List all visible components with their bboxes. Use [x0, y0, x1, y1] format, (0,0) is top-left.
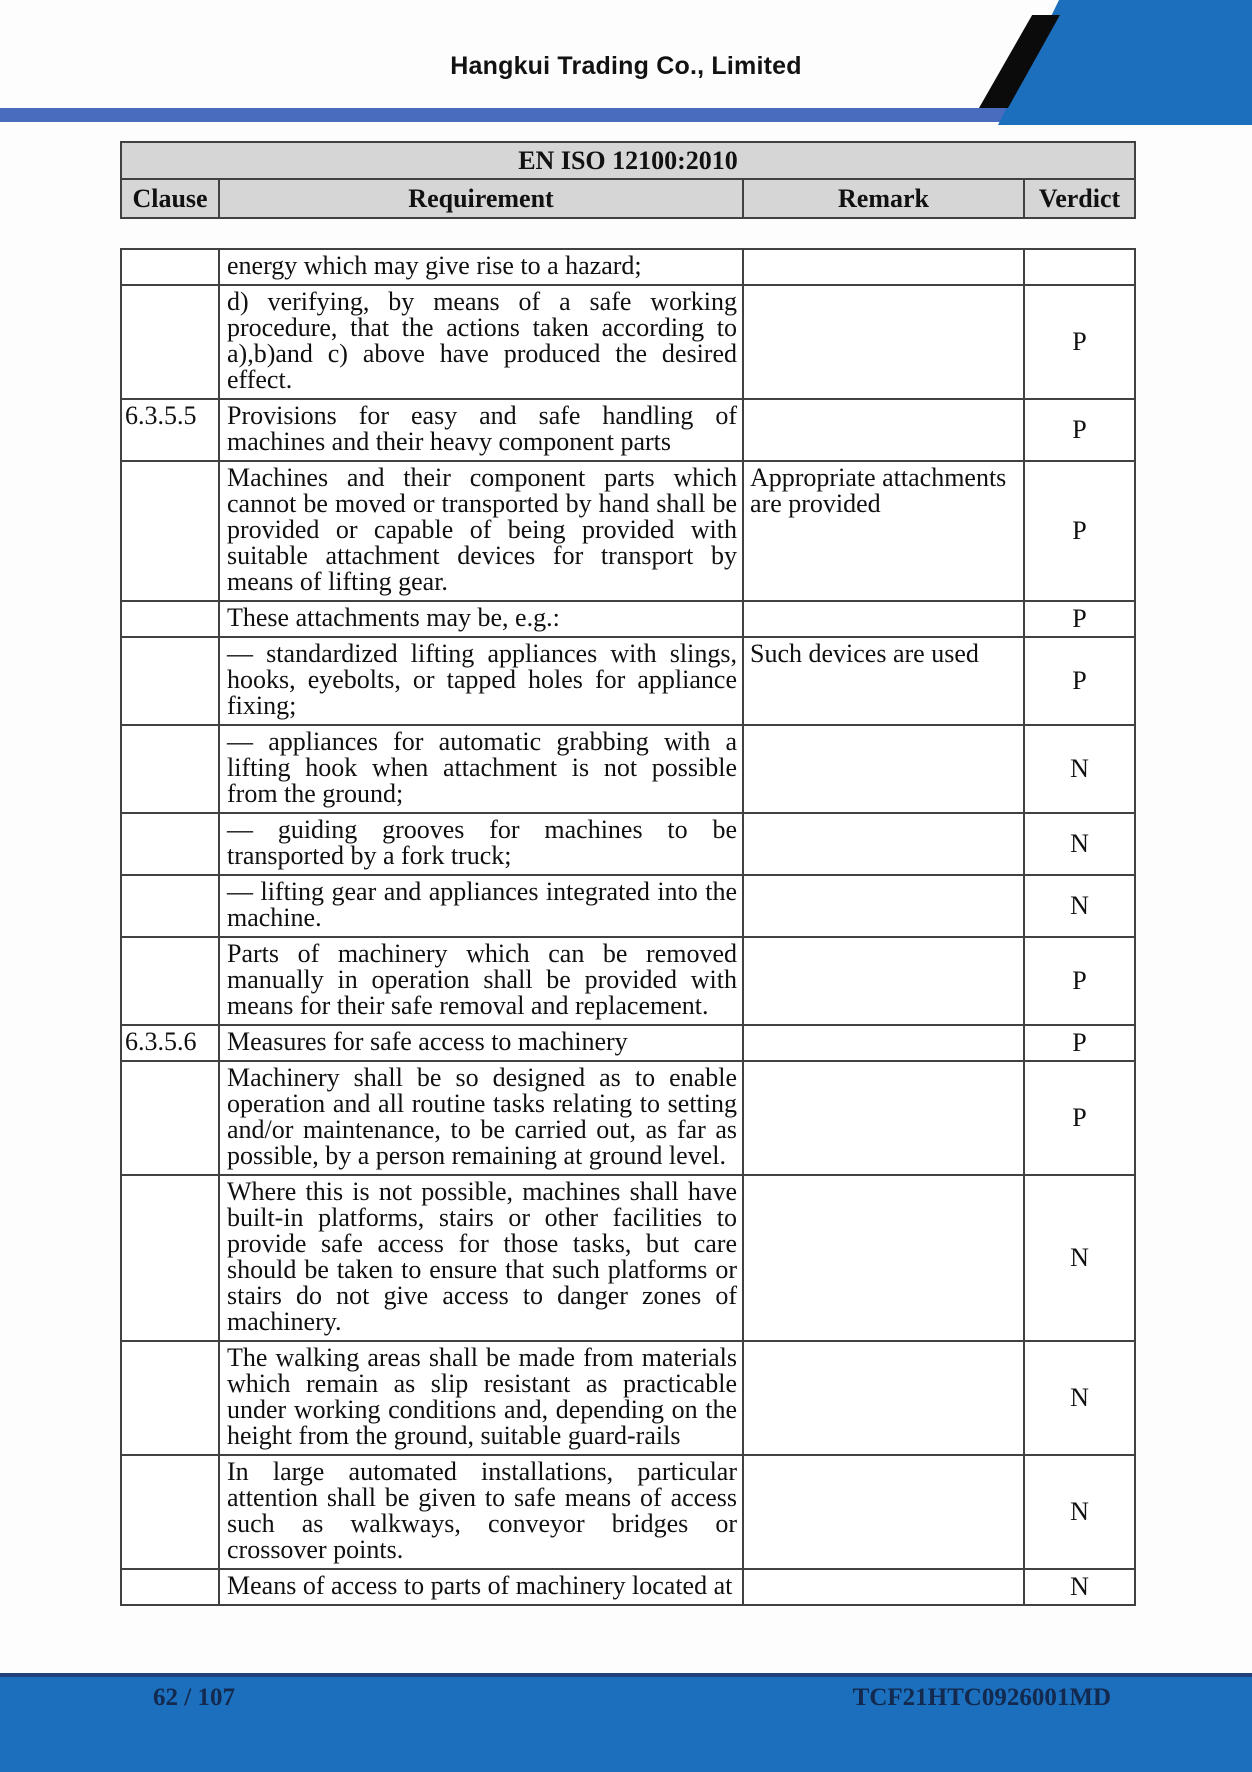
- cell-verdict: P: [1024, 601, 1135, 637]
- cell-clause: 6.3.5.6: [121, 1025, 219, 1061]
- cell-clause: [121, 461, 219, 601]
- cell-clause: [121, 813, 219, 875]
- cell-remark: [743, 1341, 1024, 1455]
- cell-verdict: [1024, 249, 1135, 285]
- cell-requirement: energy which may give rise to a hazard;: [219, 249, 743, 285]
- cell-clause: [121, 1175, 219, 1341]
- cell-clause: [121, 285, 219, 399]
- cell-clause: [121, 937, 219, 1025]
- standard-title-row: [121, 142, 1135, 179]
- cell-clause: [121, 1455, 219, 1569]
- cell-verdict: P: [1024, 461, 1135, 601]
- cell-remark: [743, 937, 1024, 1025]
- cell-clause: [121, 637, 219, 725]
- table-row: [121, 875, 1135, 937]
- cell-clause: 6.3.5.5: [121, 399, 219, 461]
- doc-code: TCF21HTC0926001MD: [852, 1684, 1111, 1711]
- cell-remark: [743, 249, 1024, 285]
- cell-remark: [743, 725, 1024, 813]
- cell-verdict: N: [1024, 1341, 1135, 1455]
- footer-band: [0, 1673, 1252, 1772]
- table-row: [121, 813, 1135, 875]
- cell-requirement: — lifting gear and appliances integrated into the machine.: [219, 875, 743, 937]
- cell-remark: Appropriate attachments are provided: [743, 461, 1024, 601]
- cell-remark: [743, 875, 1024, 937]
- cell-remark: [743, 1455, 1024, 1569]
- column-header-row: [121, 179, 1135, 218]
- standard-header-table: [120, 141, 1136, 219]
- cell-verdict: N: [1024, 875, 1135, 937]
- cell-verdict: P: [1024, 1061, 1135, 1175]
- cell-requirement: Measures for safe access to machinery: [219, 1025, 743, 1061]
- cell-remark: [743, 399, 1024, 461]
- cell-verdict: P: [1024, 937, 1135, 1025]
- cell-requirement: — standardized lifting appliances with slings, hooks, eyebolts, or tapped holes for appliance fixing;: [219, 637, 743, 725]
- cell-requirement: — guiding grooves for machines to be transported by a fork truck;: [219, 813, 743, 875]
- cell-requirement: In large automated installations, particular attention shall be given to safe means of access such as walkways, conveyor bridges or crossover points.: [219, 1455, 743, 1569]
- cell-verdict: P: [1024, 399, 1135, 461]
- cell-verdict: N: [1024, 1569, 1135, 1605]
- table-row: [121, 637, 1135, 725]
- cell-verdict: P: [1024, 1025, 1135, 1061]
- table-row: [121, 1175, 1135, 1341]
- table-row: [121, 1341, 1135, 1455]
- table-row: [121, 1025, 1135, 1061]
- column-header-verdict: Verdict: [1024, 179, 1135, 218]
- cell-remark: [743, 1025, 1024, 1061]
- cell-remark: [743, 813, 1024, 875]
- cell-verdict: N: [1024, 1455, 1135, 1569]
- cell-remark: [743, 1569, 1024, 1605]
- cell-remark: [743, 285, 1024, 399]
- table-row: [121, 1061, 1135, 1175]
- cell-verdict: N: [1024, 1175, 1135, 1341]
- table-row: [121, 1455, 1135, 1569]
- column-header-remark: Remark: [743, 179, 1024, 218]
- table-row: [121, 461, 1135, 601]
- requirements-table-body: [121, 249, 1135, 1605]
- requirements-table: [120, 248, 1136, 1606]
- table-row: [121, 249, 1135, 285]
- cell-verdict: N: [1024, 725, 1135, 813]
- page-number: 62 / 107: [153, 1684, 235, 1711]
- cell-clause: [121, 1341, 219, 1455]
- cell-clause: [121, 875, 219, 937]
- table-row: [121, 285, 1135, 399]
- cell-verdict: P: [1024, 285, 1135, 399]
- cell-requirement: These attachments may be, e.g.:: [219, 601, 743, 637]
- standard-title: EN ISO 12100:2010: [121, 142, 1135, 179]
- cell-clause: [121, 249, 219, 285]
- cell-verdict: N: [1024, 813, 1135, 875]
- header-decoration: [950, 0, 1252, 125]
- cell-remark: [743, 601, 1024, 637]
- cell-remark: [743, 1175, 1024, 1341]
- page-title: Hangkui Trading Co., Limited: [450, 52, 802, 80]
- cell-clause: [121, 1569, 219, 1605]
- cell-clause: [121, 601, 219, 637]
- table-row: [121, 399, 1135, 461]
- cell-requirement: Machinery shall be so designed as to enable operation and all routine tasks relating to setting and/or maintenance, to be carried out, as far as possible, by a person remaining at ground level.: [219, 1061, 743, 1175]
- cell-clause: [121, 1061, 219, 1175]
- table-row: [121, 725, 1135, 813]
- cell-requirement: d) verifying, by means of a safe working procedure, that the actions taken according to a),b)and c) above have produced the desired effect.: [219, 285, 743, 399]
- cell-remark: Such devices are used: [743, 637, 1024, 725]
- cell-clause: [121, 725, 219, 813]
- cell-requirement: Parts of machinery which can be removed manually in operation shall be provided with means for their safe removal and replacement.: [219, 937, 743, 1025]
- cell-requirement: The walking areas shall be made from materials which remain as slip resistant as practicable under working conditions and, depending on the height from the ground, suitable guard-rails: [219, 1341, 743, 1455]
- cell-verdict: P: [1024, 637, 1135, 725]
- cell-requirement: Machines and their component parts which cannot be moved or transported by hand shall be provided or capable of being provided with suitable attachment devices for transport by means of lifting gear.: [219, 461, 743, 601]
- cell-requirement: Provisions for easy and safe handling of machines and their heavy component parts: [219, 399, 743, 461]
- column-header-clause: Clause: [121, 179, 219, 218]
- column-header-requirement: Requirement: [219, 179, 743, 218]
- cell-requirement: Means of access to parts of machinery located at: [219, 1569, 743, 1605]
- cell-remark: [743, 1061, 1024, 1175]
- table-row: [121, 1569, 1135, 1605]
- cell-requirement: — appliances for automatic grabbing with a lifting hook when attachment is not possible from the ground;: [219, 725, 743, 813]
- table-row: [121, 601, 1135, 637]
- cell-requirement: Where this is not possible, machines shall have built-in platforms, stairs or other facilities to provide safe access for those tasks, but care should be taken to ensure that such platforms or stairs do not give access to danger zones of machinery.: [219, 1175, 743, 1341]
- table-row: [121, 937, 1135, 1025]
